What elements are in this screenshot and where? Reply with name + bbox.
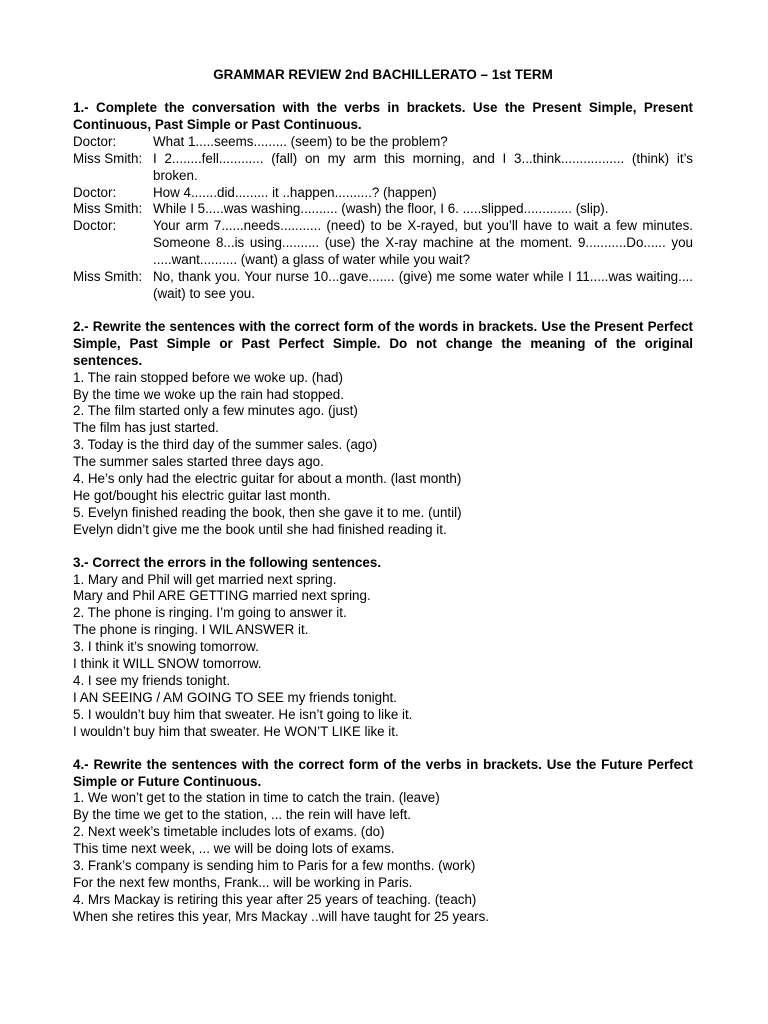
utterance-text: What 1.....seems......... (seem) to be the problem? <box>153 133 448 149</box>
section-1-heading: 1.- Complete the conversation with the verbs in brackets. Use the Present Simple, Present Continuous, Past Simple or Past Continuous. <box>73 100 693 132</box>
section-4-heading: 4.- Rewrite the sentences with the correct form of the verbs in brackets. Use the Future Perfect Simple or Future Continuous. <box>73 756 693 789</box>
answer-line: I AN SEEING / AM GOING TO SEE my friends tonight. <box>73 689 397 705</box>
answer-line: By the time we get to the station, ... the rein will have left. <box>73 807 411 823</box>
exercise-line: 2. Next week’s timetable includes lots of exams. (do) <box>73 824 385 840</box>
section-spacer <box>73 741 693 757</box>
answer-line: The summer sales started three days ago. <box>73 454 324 470</box>
worksheet-page <box>73 67 693 926</box>
answer-line: This time next week, ... we will be doing lots of exams. <box>73 841 395 857</box>
speaker-label: Miss Smith: <box>73 150 143 166</box>
exercise-line: 4. Mrs Mackay is retiring this year after 25 years of teaching. (teach) <box>73 891 477 907</box>
exercise-line: 5. Evelyn finished reading the book, then she gave it to me. (until) <box>73 504 462 520</box>
conversation <box>73 134 693 303</box>
answer-line: The phone is ringing. I WIL ANSWER it. <box>73 622 309 638</box>
answer-line: When she retires this year, Mrs Mackay ..will have taught for 25 years. <box>73 908 490 924</box>
speaker-label: Doctor: <box>73 218 117 234</box>
exercise-line: 4. I see my friends tonight. <box>73 673 231 688</box>
dialog-line <box>73 185 693 202</box>
section-3 <box>73 555 693 741</box>
utterance-text: No, thank you. Your nurse 10...gave....... (give) me some water while I 11.....was waiting.... (wait) to see you. <box>153 269 693 301</box>
section-3-heading: 3.- Correct the errors in the following sentences. <box>73 554 382 570</box>
answer-line: Evelyn didn’t give me the book until she had finished reading it. <box>73 521 447 537</box>
exercise-line: 1. Mary and Phil will get married next spring. <box>73 571 337 587</box>
exercise-line: 3. I think it’s snowing tomorrow. <box>73 639 259 655</box>
section-2 <box>73 319 693 539</box>
answer-line: For the next few months, Frank... will be working in Paris. <box>73 874 413 890</box>
answer-line: By the time we woke up the rain had stopped. <box>73 386 344 402</box>
document-title: GRAMMAR REVIEW 2nd BACHILLERATO – 1st TERM <box>213 67 553 82</box>
utterance-text: How 4.......did......... it ..happen..........? (happen) <box>153 184 437 200</box>
section-1 <box>73 100 693 303</box>
exercise-line: 2. The film started only a few minutes ago. (just) <box>73 403 358 419</box>
answer-line: He got/bought his electric guitar last month. <box>73 487 331 503</box>
section-2-heading: 2.- Rewrite the sentences with the correct form of the words in brackets. Use the Present Perfect Simple, Past Simple or Past Perfect Simple. Do not change the meaning of the original sentences. <box>73 318 693 368</box>
section-spacer <box>73 539 693 555</box>
exercise-line: 1. We won’t get to the station in time to catch the train. (leave) <box>73 790 440 806</box>
answer-line: The film has just started. <box>73 420 219 436</box>
dialog-line <box>73 201 693 218</box>
answer-line: Mary and Phil ARE GETTING married next spring. <box>73 588 371 604</box>
section-spacer <box>73 303 693 319</box>
utterance-text: While I 5.....was washing.......... (wash) the floor, I 6. .....slipped............. (slip). <box>153 201 609 217</box>
speaker-label: Doctor: <box>73 184 117 200</box>
answer-line: I think it WILL SNOW tomorrow. <box>73 656 262 672</box>
dialog-line <box>73 134 693 151</box>
exercise-line: 3. Frank’s company is sending him to Paris for a few months. (work) <box>73 858 476 874</box>
utterance-text: Your arm 7......needs........... (need) to be X-rayed, but you’ll have to wait a few minutes. Someone 8...is using.......... (use) the X-ray machine at the moment. 9...........Do...... you .....want.......... (want) a glass of water while you wait? <box>153 218 693 268</box>
exercise-line: 2. The phone is ringing. I’m going to answer it. <box>73 605 347 621</box>
dialog-line <box>73 218 693 269</box>
section-4 <box>73 757 693 926</box>
exercise-line: 4. He’s only had the electric guitar for about a month. (last month) <box>73 471 462 487</box>
speaker-label: Doctor: <box>73 133 117 149</box>
exercise-line: 5. I wouldn’t buy him that sweater. He isn’t going to like it. <box>73 706 413 722</box>
exercise-line: 3. Today is the third day of the summer sales. (ago) <box>73 437 378 453</box>
utterance-text: I 2........fell............ (fall) on my arm this morning, and I 3...think................. (think) it’s broken. <box>153 150 693 183</box>
speaker-label: Miss Smith: <box>73 201 143 217</box>
exercise-line: 1. The rain stopped before we woke up. (had) <box>73 369 343 385</box>
answer-line: I wouldn’t buy him that sweater. He WON’T LIKE like it. <box>73 723 399 739</box>
dialog-line <box>73 151 693 185</box>
speaker-label: Miss Smith: <box>73 269 143 285</box>
dialog-line <box>73 269 693 303</box>
